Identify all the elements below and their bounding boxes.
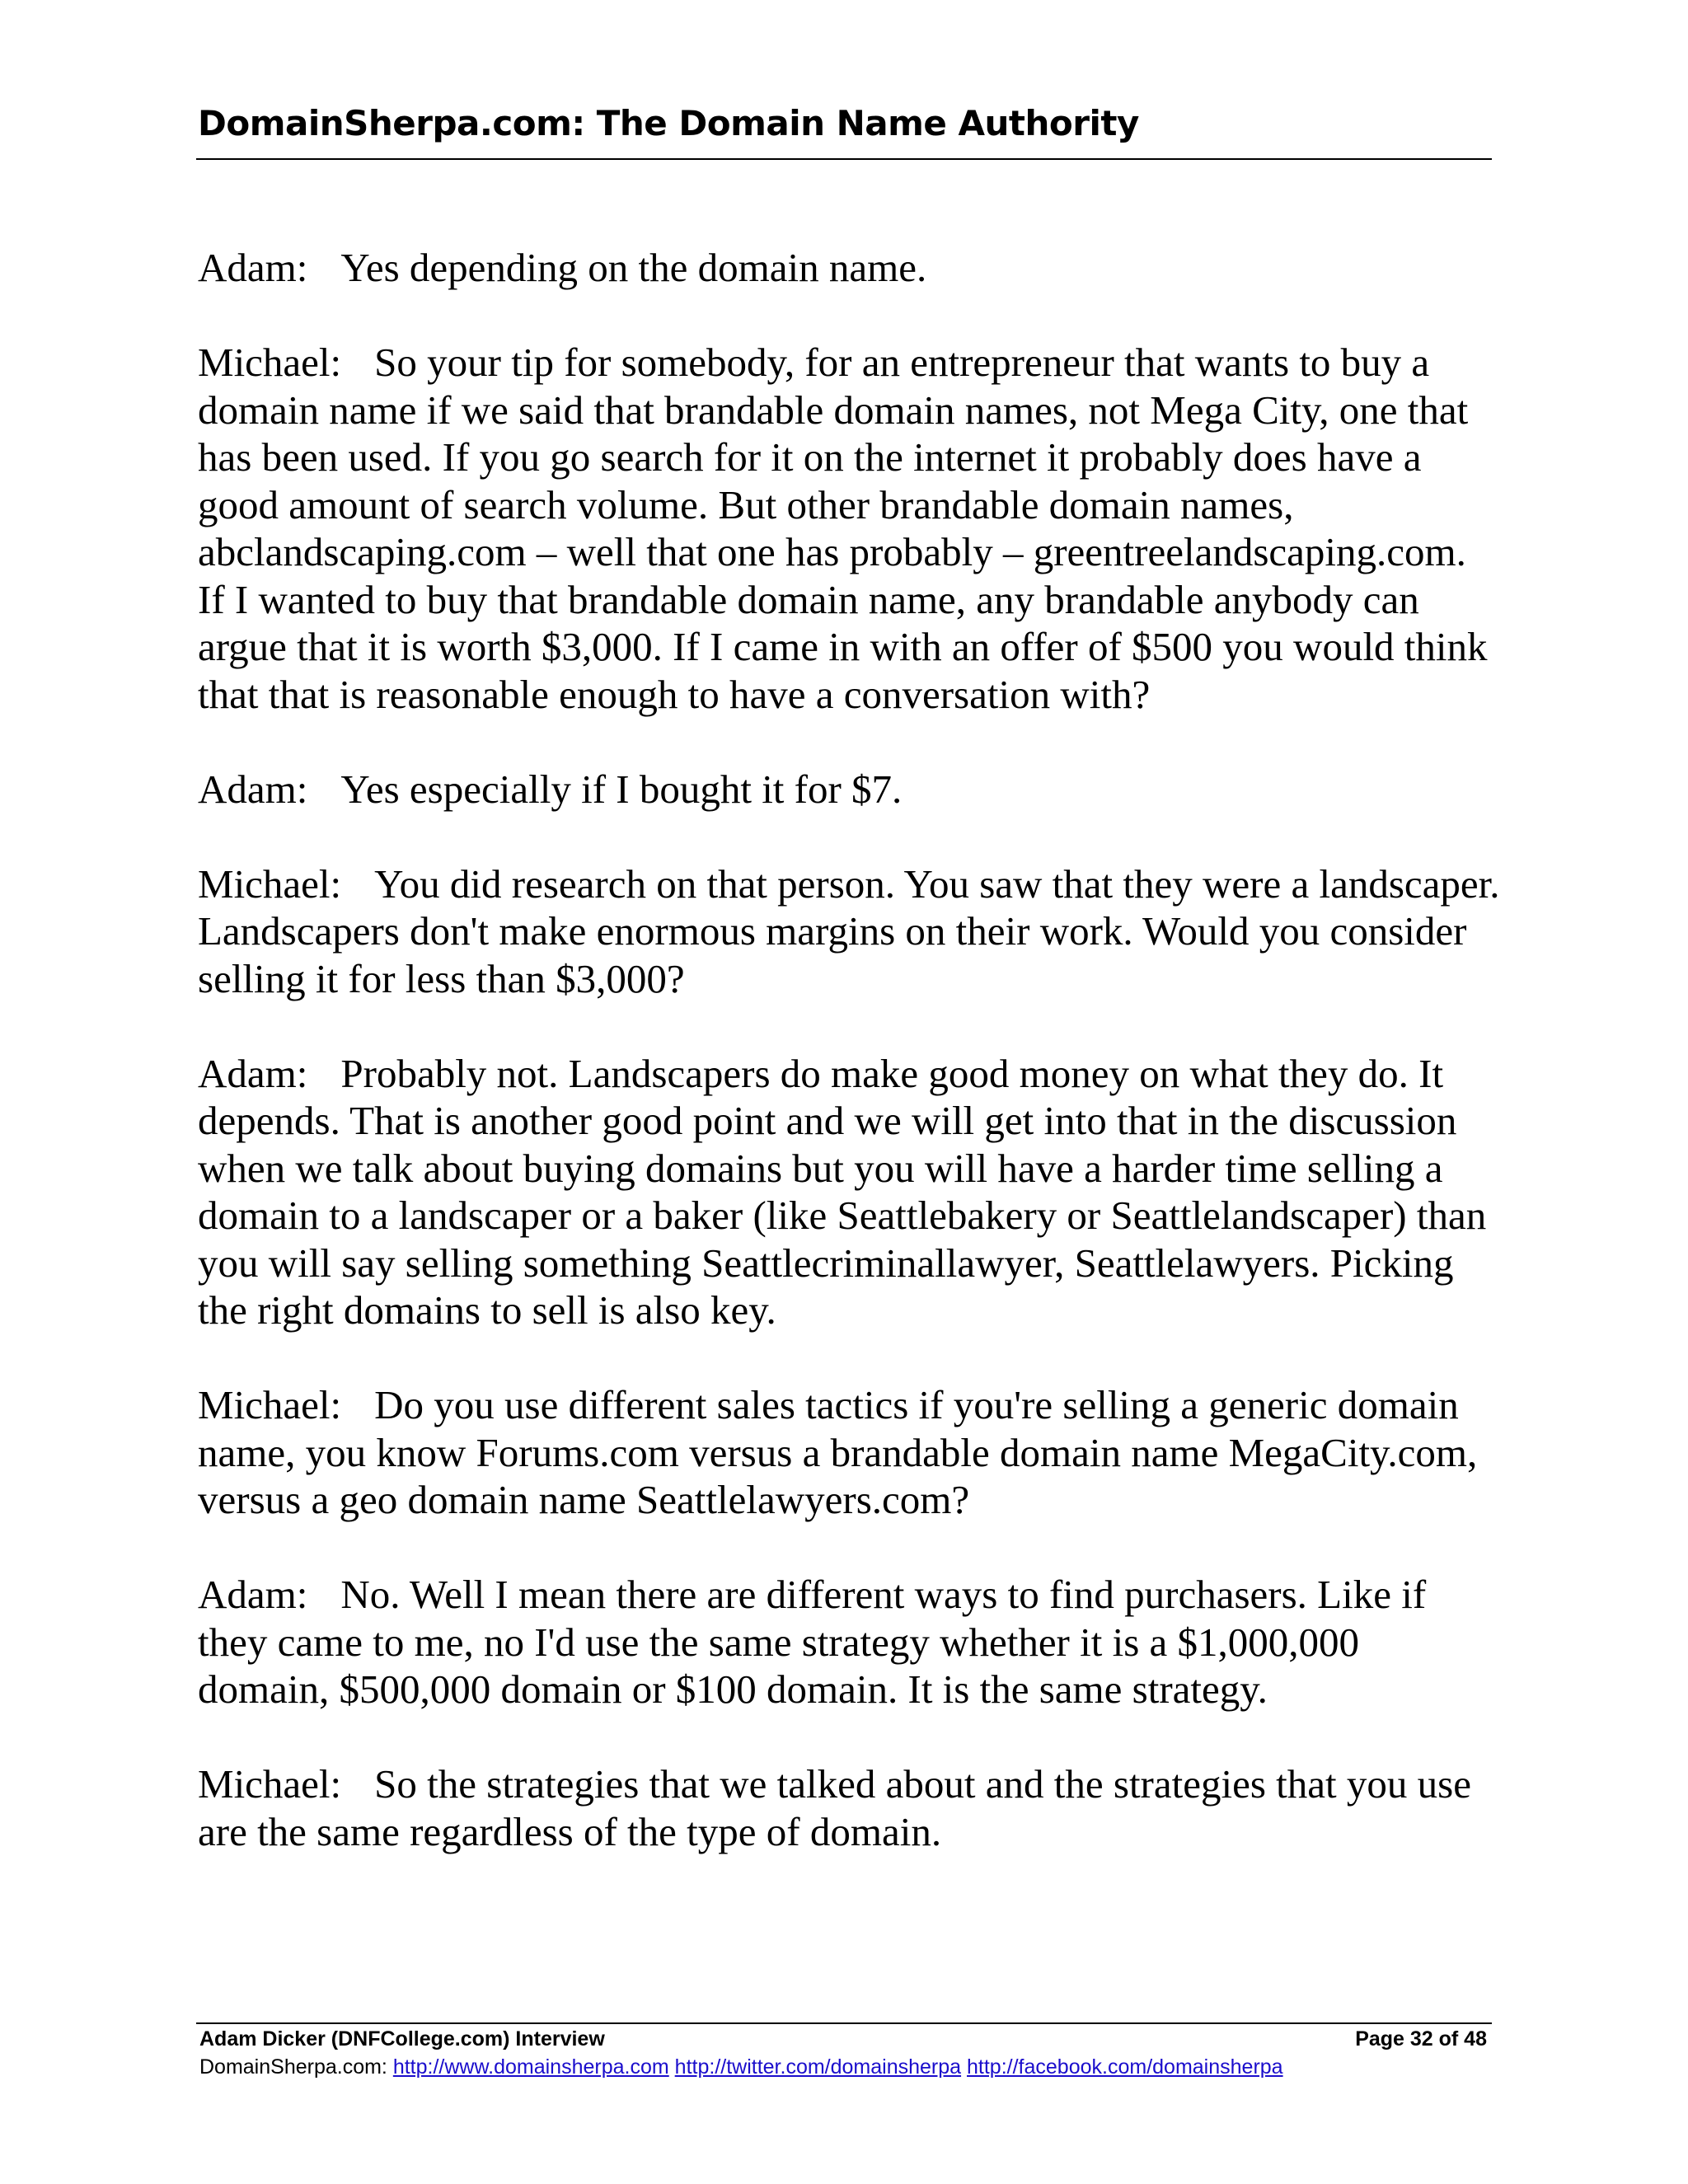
speaker-label: Michael:: [198, 1761, 342, 1807]
paragraph-text: Yes especially if I bought it for $7.: [340, 766, 903, 812]
footer-links-row: [199, 2054, 1492, 2080]
page-footer: [196, 2022, 1492, 2080]
page-title: DomainSherpa.com: The Domain Name Authority: [198, 103, 1139, 143]
speaker-label: Michael:: [198, 340, 342, 385]
transcript: [198, 244, 1500, 1903]
paragraph-text: Do you use different sales tactics if you're selling a generic domain name, you know Forums.com versus a brandable domain name MegaCity.com, versus a geo domain name Seattlelawyers.com?: [198, 1382, 1478, 1522]
paragraph-text: No. Well I mean there are different ways to find purchasers. Like if they came to me, no I'd use the same strategy whether it is a $1,000,000 domain, $500,000 domain or $100 domain. It is the same strategy.: [198, 1572, 1427, 1712]
footer-link-facebook[interactable]: http://facebook.com/domainsherpa: [967, 2055, 1283, 2079]
footer-page-number: Page 32 of 48: [1355, 2027, 1487, 2050]
transcript-paragraph: [198, 1050, 1500, 1334]
speaker-label: Michael:: [198, 1382, 342, 1427]
speaker-label: Adam:: [198, 1572, 308, 1617]
paragraph-text: Probably not. Landscapers do make good money on what they do. It depends. That is another good point and we will get into that in the discussion when we talk about buying domains but you will have a harder time selling a domain to a landscaper or a baker (like Seattlebakery or Seattlelandscaper) than you will say selling something Seattlecriminallawyer, Seattlelawyers. Picking the right domains to sell is also key.: [198, 1050, 1487, 1333]
paragraph-text: You did research on that person. You saw that they were a landscaper. Landscapers don't make enormous margins on their work. Would you consider selling it for less than $3,000?: [198, 860, 1500, 1001]
page-header: [196, 101, 1492, 160]
transcript-paragraph: [198, 766, 1500, 813]
footer-interview-title: Adam Dicker (DNFCollege.com) Interview: [199, 2027, 605, 2050]
transcript-paragraph: [198, 339, 1500, 718]
transcript-paragraph: [198, 1760, 1500, 1855]
transcript-paragraph: [198, 860, 1500, 1003]
footer-site-prefix: DomainSherpa.com:: [199, 2055, 393, 2079]
paragraph-text: Yes depending on the domain name.: [340, 245, 927, 290]
transcript-paragraph: [198, 1571, 1500, 1713]
speaker-label: Adam:: [198, 1050, 308, 1096]
paragraph-text: So the strategies that we talked about and the strategies that you use are the same regardless of the type of domain.: [198, 1761, 1471, 1854]
transcript-paragraph: [198, 244, 1500, 292]
footer-link-twitter[interactable]: http://twitter.com/domainsherpa: [674, 2055, 962, 2079]
speaker-label: Adam:: [198, 766, 308, 812]
transcript-paragraph: [198, 1381, 1500, 1524]
footer-link-website[interactable]: http://www.domainsherpa.com: [392, 2055, 669, 2079]
speaker-label: Adam:: [198, 245, 308, 290]
paragraph-text: So your tip for somebody, for an entrepreneur that wants to buy a domain name if we said that brandable domain names, not Mega City, one that has been used. If you go search for it on the internet it probably does have a good amount of search volume. But other brandable domain names, abclandscaping.com – well that one has probably – greentreelandscaping.com. If I wanted to buy that brandable domain name, any brandable anybody can argue that it is worth $3,000. If I came in with an offer of $500 you would think that that is reasonable enough to have a conversation with?: [198, 340, 1488, 717]
speaker-label: Michael:: [198, 860, 342, 907]
footer-title-row: [196, 2027, 1492, 2054]
